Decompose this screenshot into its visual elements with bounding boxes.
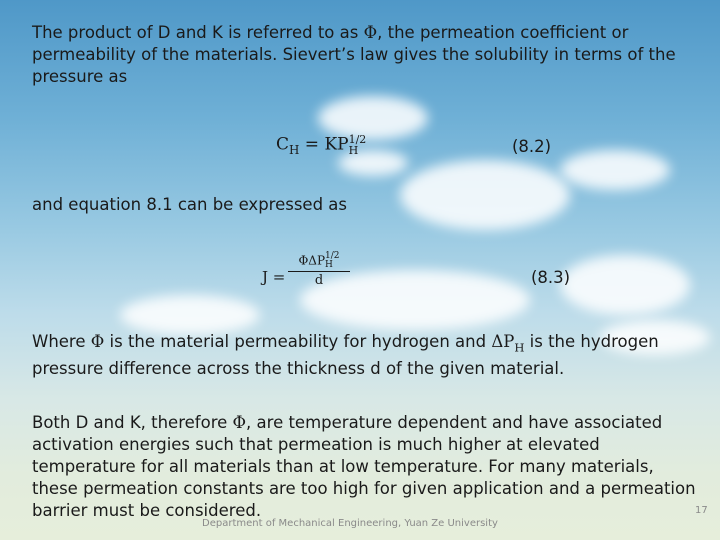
eq-denominator: d [314, 273, 324, 288]
footer-department: Department of Mechanical Engineering, Yuan Ze University [202, 518, 498, 529]
paragraph-permeation-intro [32, 22, 696, 88]
text-span: Where [32, 332, 91, 351]
delta-p-subscript: H [514, 340, 525, 355]
eq-subscript: H [325, 260, 333, 270]
paragraph-equation-intro: and equation 8.1 can be expressed as [32, 195, 348, 214]
equation-number-8-3: (8.3) [531, 268, 571, 287]
text-span: The product of D and K is referred to as [32, 23, 364, 42]
text-span: is the hydrogen pressure difference across the thickness d of the given material. [32, 332, 659, 379]
paragraph-temperature-dependence [32, 412, 696, 522]
text-span: is the material permeability for hydrogen and [104, 332, 492, 351]
delta-p-symbol: ΔP [491, 332, 515, 351]
eq-superscript: 1/2 [325, 251, 340, 261]
phi-symbol: Φ [90, 332, 105, 351]
phi-symbol: Φ [363, 23, 378, 42]
eq-numerator [288, 252, 350, 272]
eq-subscript: H [348, 144, 359, 157]
eq-symbol: C [276, 134, 290, 155]
paragraph-phi-definition [32, 331, 696, 380]
cloud-decoration [560, 255, 690, 315]
eq-numerator-text: ΦΔP [298, 253, 326, 268]
equation-8-2 [276, 134, 366, 157]
phi-symbol: Φ [232, 413, 247, 432]
eq-fraction [288, 252, 350, 288]
eq-rhs: = KP [299, 134, 349, 155]
text-span: Both D and K, therefore [32, 413, 233, 432]
cloud-decoration [120, 295, 260, 335]
eq-superscript: 1/2 [348, 133, 367, 146]
text-span: , are temperature dependent and have associated activation energies such that permeation is much higher at elevated temperature for all materials than at low temperature. For many materials, these permeation constants are too high for given application and a permeation barrier must be considered. [32, 413, 696, 520]
page-number: 17 [695, 505, 708, 516]
text-span: , the permeation coefficient or permeability of the materials. Sievert’s law gives the solubility in terms of the pressure as [32, 23, 676, 86]
equation-number-8-2: (8.2) [512, 137, 552, 156]
eq-lhs: J = [262, 268, 286, 286]
eq-subscript: H [289, 142, 300, 157]
cloud-decoration [560, 150, 670, 190]
